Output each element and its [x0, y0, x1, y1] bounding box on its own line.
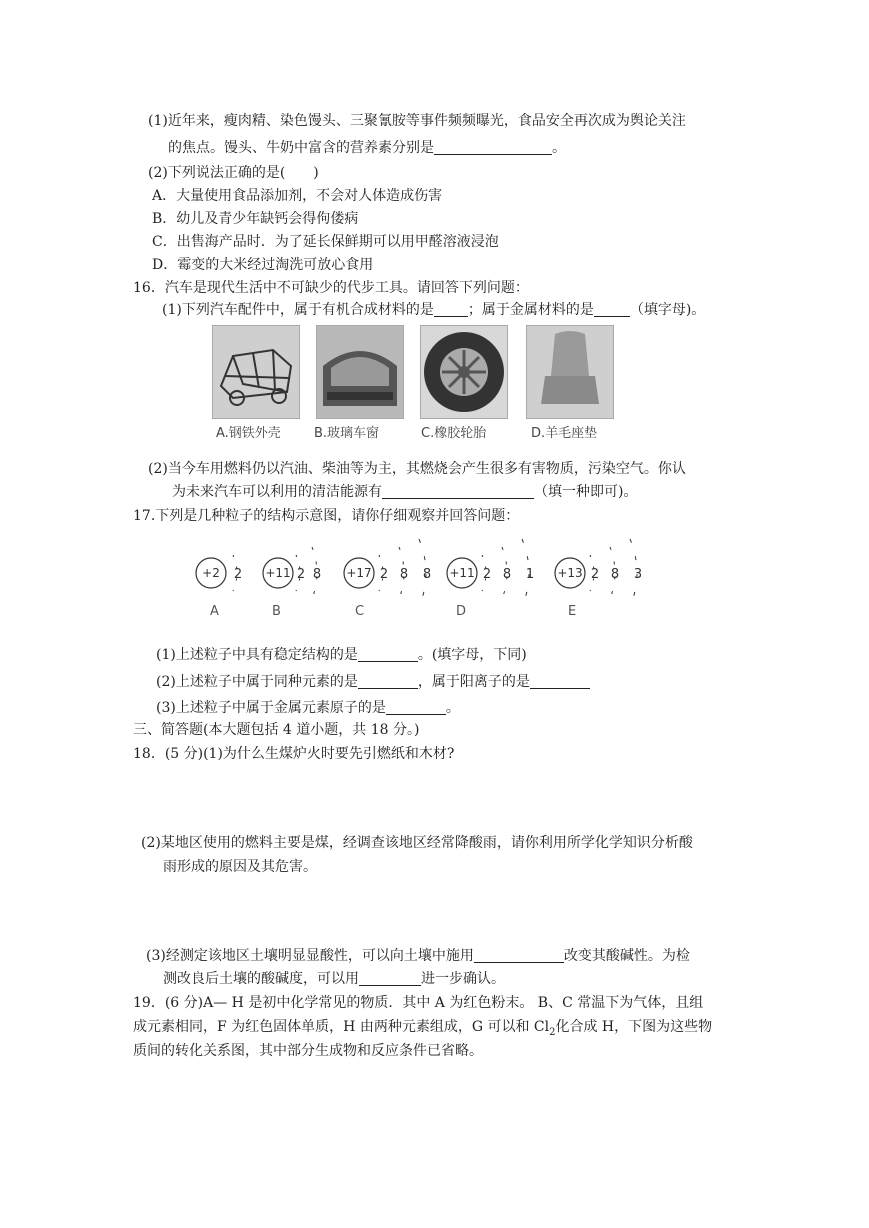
q15-part1-line2: [168, 138, 566, 158]
q16-part1-text-a: (1)下列汽车配件中，属于有机合成材料的是: [162, 302, 434, 318]
particle-b-diagram: [262, 545, 342, 605]
q15-option-b: B．幼儿及青少年缺钙会得佝偻病: [152, 211, 359, 227]
particle-label-b: B: [272, 604, 281, 619]
particle-d-shell-1: 2: [482, 567, 492, 582]
particle-b-shell-2: 8: [312, 567, 322, 582]
q15-part1-end: 。: [552, 140, 566, 156]
q17-part1: [156, 645, 527, 665]
particle-e-shell-1: 2: [590, 567, 600, 582]
q17-cation-blank[interactable]: [530, 674, 590, 689]
q17-stem: 17.下列是几种粒子的结构示意图，请你仔细观察并回答问题：: [133, 508, 520, 524]
q19-line1: 19．(6 分)A— H 是初中化学常见的物质．其中 A 为红色粉末。 B、C 常温下为气体，且组: [133, 995, 704, 1011]
q16-organic-blank[interactable]: [434, 302, 468, 317]
section-3-heading: 三、简答题(本大题包括 4 道小题，共 18 分。): [133, 722, 420, 738]
q19-line2: [133, 1017, 712, 1043]
q15-part1-line1: (1)近年来，瘦肉精、染色馒头、三聚氰胺等事件频频曝光，食品安全再次成为舆论关注: [148, 113, 686, 129]
q17-part2-text-b: ，属于阳离子的是: [417, 674, 530, 690]
q15-part1-text: 的焦点。馒头、牛奶中富含的营养素分别是: [168, 140, 434, 156]
particle-label-a: A: [210, 604, 219, 619]
q15-option-d: D．霉变的大米经过淘洗可放心食用: [152, 257, 374, 273]
q18-part3-text-d: 进一步确认。: [421, 971, 505, 987]
q17-part2-text-a: (2)上述粒子中属于同种元素的是: [156, 674, 358, 690]
particle-c-shell-2: 8: [399, 567, 409, 582]
q16-stem: 16．汽车是现代生活中不可缺少的代步工具。请回答下列问题：: [133, 280, 529, 296]
q16-part1-text-c: （填字母)。: [629, 302, 706, 318]
particle-c-shell-1: 2: [379, 567, 389, 582]
particle-d-shell-2: 8: [502, 567, 512, 582]
q15-option-c: C．出售海产品时．为了延长保鲜期可以用甲醛溶液浸泡: [152, 234, 499, 250]
q18-part3-text-c: 测改良后土壤的酸碱度，可以用: [163, 971, 359, 987]
particle-e-shell-3: 3: [633, 567, 643, 582]
particle-e-shell-2: 8: [610, 567, 620, 582]
q18-amendment-blank[interactable]: [474, 948, 564, 963]
q17-part3-text-a: (3)上述粒子中属于金属元素原子的是: [156, 700, 386, 716]
q18-part1: 18．(5 分)(1)为什么生煤炉火时要先引燃纸和木材?: [133, 746, 455, 762]
wool-seat-cushion-image: [526, 325, 614, 419]
q18-part2-line2: 雨形成的原因及其危害。: [163, 859, 317, 875]
particle-a-shell-1: 2: [233, 567, 243, 582]
q18-part3-text-b: 改变其酸碱性。为检: [563, 948, 690, 964]
q16-clean-energy-blank[interactable]: [382, 484, 534, 499]
q16-metal-blank[interactable]: [594, 302, 630, 317]
caption-b: B.玻璃车窗: [314, 426, 380, 441]
q17-part3-text-b: 。: [445, 700, 460, 716]
q16-part2-end: （填一种即可)。: [534, 484, 638, 500]
q15-part2: (2)下列说法正确的是( ): [148, 165, 319, 181]
particle-c-diagram: [343, 545, 443, 605]
q17-part3: [156, 698, 460, 718]
particle-a-nucleus: +2: [202, 566, 220, 580]
q15-nutrient-blank[interactable]: [434, 140, 552, 155]
glass-window-image: [316, 325, 404, 419]
caption-a: A.钢铁外壳: [216, 426, 281, 441]
q17-part2: [156, 672, 590, 692]
particle-d-diagram: [446, 545, 546, 605]
particle-b-shell-1: 2: [296, 567, 306, 582]
q18-part3-line1: [146, 946, 690, 966]
particle-b-nucleus: +11: [265, 566, 291, 580]
q18-part3-text-a: (3)经测定该地区土壤明显显酸性，可以向土壤中施用: [146, 948, 474, 964]
particle-label-d: D: [456, 604, 467, 619]
q19-cl-subscript: 2: [549, 1026, 556, 1038]
particle-label-c: C: [355, 604, 365, 619]
q17-stable-blank[interactable]: [358, 647, 418, 662]
caption-d: D.羊毛座垫: [531, 426, 598, 441]
q16-part2-line1: (2)当今车用燃料仍以汽油、柴油等为主，其燃烧会产生很多有害物质，污染空气。你认: [148, 461, 686, 477]
q18-part2-line1: (2)某地区使用的燃料主要是煤，经调查该地区经常降酸雨，请你利用所学化学知识分析酸: [141, 835, 693, 851]
particle-e-diagram: [554, 545, 654, 605]
q18-part3-line2: [163, 969, 505, 989]
caption-c: C.橡胶轮胎: [421, 426, 487, 441]
q19-line3: 质间的转化关系图，其中部分生成物和反应条件已省略。: [133, 1043, 483, 1059]
particle-a-diagram: [195, 545, 255, 605]
q17-part1-text-b: 。(填字母，下同): [417, 647, 527, 663]
q16-part2-line2: [172, 482, 637, 502]
q19-line2-text-b: 化合成 H，下图为这些物: [555, 1019, 713, 1035]
q16-part1: [162, 300, 705, 320]
particle-c-shell-3: 8: [422, 567, 432, 582]
q15-option-a: A．大量使用食品添加剂，不会对人体造成伤害: [152, 188, 443, 204]
particle-d-shell-3: 1: [525, 567, 535, 582]
q17-metal-atom-blank[interactable]: [386, 700, 446, 715]
particle-label-e: E: [568, 604, 577, 619]
rubber-tire-image: [420, 325, 508, 419]
particle-c-nucleus: +17: [346, 566, 372, 580]
q18-ph-tool-blank[interactable]: [359, 971, 421, 986]
particle-e-nucleus: +13: [557, 566, 583, 580]
particle-d-nucleus: +11: [449, 566, 475, 580]
q17-part1-text-a: (1)上述粒子中具有稳定结构的是: [156, 647, 358, 663]
q16-part2-text: 为未来汽车可以利用的清洁能源有: [172, 484, 382, 500]
q19-line2-text-a: 成元素相同，F 为红色固体单质，H 由两种元素组成，G 可以和 Cl: [133, 1019, 550, 1035]
steel-body-image: [212, 325, 300, 419]
q16-part1-text-b: ；属于金属材料的是: [467, 302, 594, 318]
q17-same-element-blank[interactable]: [358, 674, 418, 689]
